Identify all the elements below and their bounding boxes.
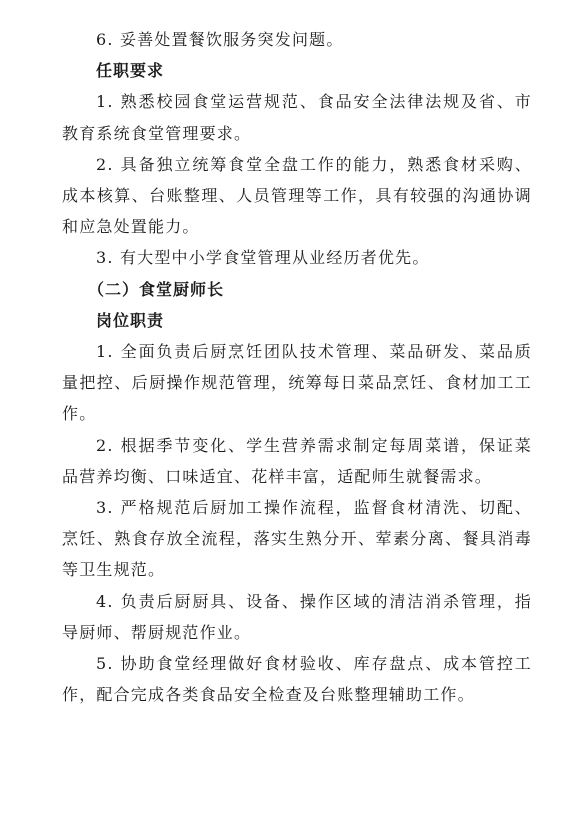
- chef-duty-item-1: 1. 全面负责后厨烹饪团队技术管理、菜品研发、菜品质量把控、后厨操作规范管理，统筹每日菜品烹饪、食材加工工作。: [62, 342, 532, 424]
- duty-item-6: 6. 妥善处置餐饮服务突发问题。: [96, 30, 344, 49]
- requirement-item-2: 2. 具备独立统筹食堂全盘工作的能力，熟悉食材采购、成本核算、台账整理、人员管理等工作，具有较强的沟通协调和应急处置能力。: [62, 154, 532, 237]
- chef-duty-item-3: 3. 严格规范后厨加工操作流程，监督食材清洗、切配、烹饪、熟食存放全流程，落实生熟分开、荤素分离、餐具消毒等卫生规范。: [62, 498, 532, 580]
- chef-duty-item-4: 4. 负责后厨厨具、设备、操作区域的清洁消杀管理，指导厨师、帮厨规范作业。: [62, 591, 532, 642]
- requirement-item-3: 3. 有大型中小学食堂管理从业经历者优先。: [96, 248, 430, 268]
- section-heading-requirements: 任职要求: [96, 61, 165, 81]
- chef-duty-item-5: 5. 协助食堂经理做好食材验收、库存盘点、成本管控工作，配合完成各类食品安全检查及台账整理辅助工作。: [62, 654, 532, 705]
- section-heading-duties: 岗位职责: [96, 310, 165, 330]
- document-page: [62, 24, 532, 710]
- position-heading-head-chef: （二）食堂厨师长: [88, 279, 225, 299]
- requirement-item-1: 1. 熟悉校园食堂运营规范、食品安全法律法规及省、市教育系统食堂管理要求。: [62, 92, 532, 143]
- chef-duty-item-2: 2. 根据季节变化、学生营养需求制定每周菜谱，保证菜品营养均衡、口味适宜、花样丰富，适配师生就餐需求。: [62, 435, 532, 486]
